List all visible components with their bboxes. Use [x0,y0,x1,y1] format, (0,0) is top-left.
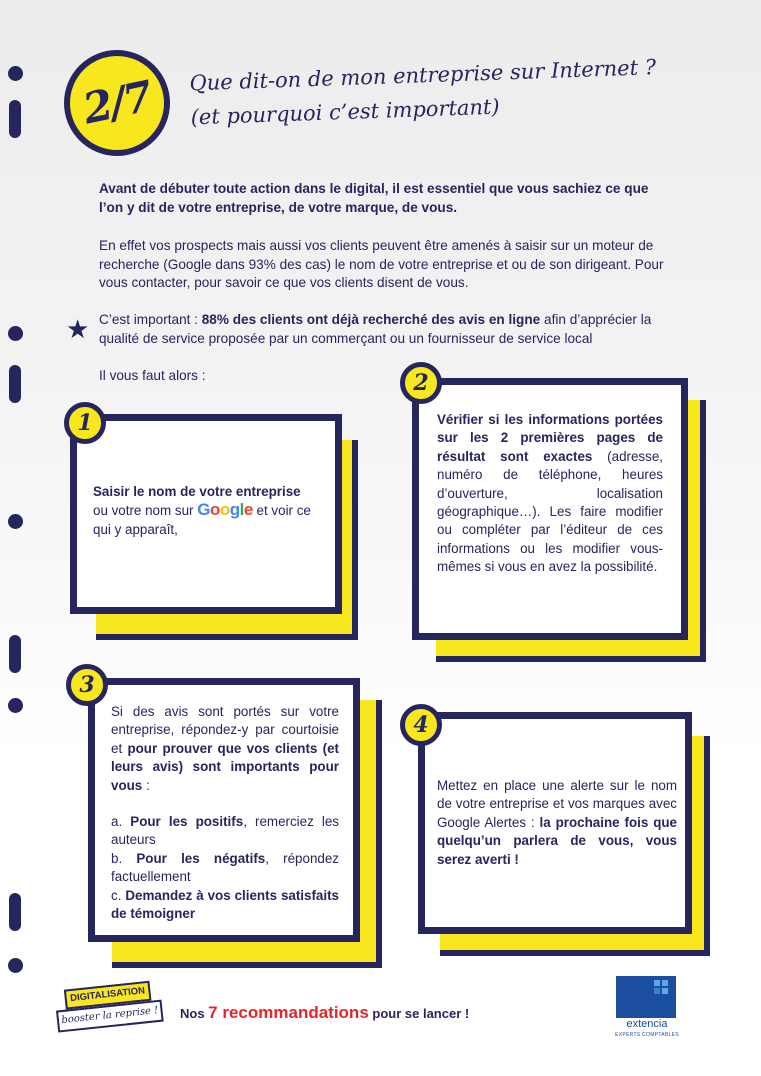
card-4-bold: la prochaine fois que quelqu’un parlera de vous, vous serez averti ! [437,814,677,867]
list-item: c. Demandez à vos clients satisfaits de témoigner [111,887,339,922]
card-2 [412,378,688,640]
stamp-bottom-label: booster la reprise ! [56,1000,164,1033]
card-1-text-before: ou votre nom sur [93,503,198,519]
page-badge-label: 2/7 [78,71,156,134]
card-3-text [111,703,339,923]
stamp-top-label: DIGITALISATION [64,981,152,1010]
card-2-text [437,411,663,577]
important-paragraph [99,311,664,348]
list-item: a. Pour les positifs, remerciez les auteurs [111,814,339,848]
tagline-highlight: 7 recommandations [208,1003,369,1022]
page-badge [64,50,170,156]
title-line-2: (et pourquoi c’est important) [190,94,500,130]
extencia-logo [616,976,676,1018]
binder-hole [8,514,23,529]
card-3 [88,678,360,942]
step-1-number: 1 [64,402,106,444]
title-line-1: Que dit-on de mon entreprise sur Internet ? [189,55,657,96]
digitalisation-stamp [54,979,166,1036]
google-logo: Google [197,500,253,520]
binder-slot [9,365,21,403]
context-paragraph: En effet vos prospects mais aussi vos clients peuvent être amenés à saisir sur un moteur de recherche (Google dans 93% des cas) le nom de votre entreprise et ou de son dirigeant. Pour vous contacter, pour savoir ce que vos clients disent de vous. [99,238,664,290]
binder-hole [8,698,23,713]
logo-name: extencia [626,1018,668,1030]
card-2-bold: Vérifier si les informations portées sur les 2 premières pages de résultat sont exactes [437,412,663,464]
card-1-text-after: et voir ce qui y apparaît, [93,503,311,537]
step-4-number: 4 [400,704,442,746]
step-2-number: 2 [400,362,442,404]
card-3-text2: : [142,777,150,793]
binder-hole [8,326,23,341]
important-bold: 88% des clients ont déjà recherché des avis en ligne [201,312,541,327]
star-icon: ★ [66,314,90,344]
card-3-text1: Si des avis sont portés sur votre entreprise, répondez-y par courtoisie et [111,704,339,756]
card-4-text [437,777,677,869]
card-4 [418,712,692,934]
logo-subtitle: EXPERTS COMPTABLES [615,1032,679,1038]
card-1-bold: Saisir le nom de votre entreprise [93,484,301,499]
important-rest: afin d’apprécier la qualité de service proposée par un commerçant ou un fournisseur de service local [99,312,652,346]
card-1 [70,414,342,614]
binder-slot [9,635,21,673]
list-item: b. Pour les négatifs, répondez factuellement [111,850,339,885]
page-title [189,50,671,135]
binder-slot [9,100,21,138]
binder-hole [8,66,23,81]
intro-paragraph: Avant de débuter toute action dans le digital, il est essentiel que vous sachiez ce que l’on y dit de votre entreprise, de votre marque, de vous. [99,181,649,215]
step-3-number: 3 [66,664,108,706]
card-1-text [93,483,325,539]
important-lead: C’est important : [99,312,202,327]
card-3-bold1: pour prouver que vos clients (et leurs avis) sont importants pour vous [111,740,340,793]
lead-in-text: Il vous faut alors : [99,368,206,383]
footer-tagline: Nos 7 recommandations pour se lancer ! [180,1003,470,1022]
binder-slot [9,893,21,931]
card-4-rest: Mettez en place une alerte sur le nom de votre entreprise et vos marques avec Google Alertes : [437,778,677,830]
card-2-rest: (adresse, numéro de téléphone, heures d’ouverture, localisation géographique…). Les faire modifier ou compléter par l’éditeur de ces informations ou les modifier vous-mêmes si vous en avez la possibilité. [437,448,663,575]
binder-hole [8,958,23,973]
